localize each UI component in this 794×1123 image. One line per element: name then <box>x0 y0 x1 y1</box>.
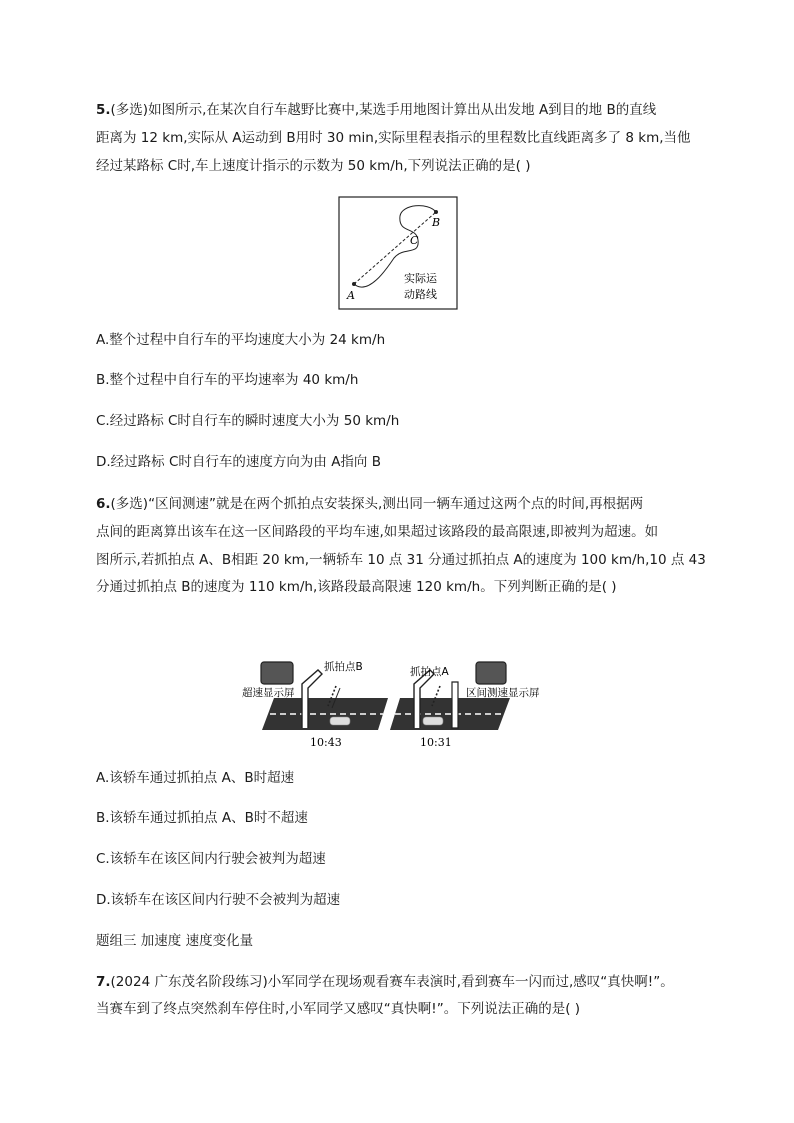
q5-line-3: 经过某路标 C时,车上速度计指示的示数为 50 km/h,下列说法正确的是( ) <box>96 158 531 174</box>
q5-line-2: 距离为 12 km,实际从 A运动到 B用时 30 min,实际里程表指示的里程数比直线距离多了 8 km,当他 <box>96 130 691 146</box>
left-screen-label: 超速显示屏 <box>242 687 295 699</box>
q5-option-c: C.经过路标 C时自行车的瞬时速度大小为 50 km/h <box>96 413 400 429</box>
q6-line-2: 点间的距离算出该车在这一区间路段的平均车速,如果超过该路段的最高限速,即被判为超速。如 <box>96 524 659 540</box>
path-label-1: 实际运 <box>404 272 437 285</box>
q6-option-d: D.该轿车在该区间内行驶不会被判为超速 <box>96 892 341 908</box>
car-right <box>423 717 443 725</box>
label-b: B <box>432 216 441 229</box>
q6-line-4: 分通过抓拍点 B的速度为 110 km/h,该路段最高限速 120 km/h。下列判断正确的是( ) <box>96 579 617 595</box>
q5-text-1: (多选)如图所示,在某次自行车越野比赛中,某选手用地图计算出从出发地 A到目的地 B的直线 <box>110 102 657 118</box>
q6-line-3: 图所示,若抓拍点 A、B相距 20 km,一辆轿车 10 点 31 分通过抓拍点 A的速度为 100 km/h,10 点 43 <box>96 552 706 568</box>
car-left <box>330 717 350 725</box>
right-screen-label: 区间测速显示屏 <box>466 687 540 699</box>
speed-screen-left-icon <box>261 662 293 684</box>
q5-option-b: B.整个过程中自行车的平均速率为 40 km/h <box>96 372 359 388</box>
label-a: A <box>347 289 355 302</box>
point-b-dot <box>434 210 438 214</box>
point-b-label: 抓拍点B <box>324 661 363 673</box>
q6-line-1 <box>96 494 643 514</box>
q6-option-c: C.该轿车在该区间内行驶会被判为超速 <box>96 851 326 867</box>
q6-option-a: A.该轿车通过抓拍点 A、B时超速 <box>96 770 295 786</box>
point-a-label: 抓拍点A <box>410 666 449 678</box>
q5-option-d: D.经过路标 C时自行车的速度方向为由 A指向 B <box>96 454 381 470</box>
q6-figure <box>240 656 560 750</box>
q5-number: 5. <box>96 102 111 118</box>
time-left: 10:43 <box>310 736 342 749</box>
q7-line-1 <box>96 972 674 992</box>
q7-text-1: (2024 广东茂名阶段练习)小军同学在现场观看赛车表演时,看到赛车一闪而过,感叹“真快啊!”。 <box>110 974 674 990</box>
section-title: 题组三 加速度 速度变化量 <box>96 933 254 949</box>
time-right: 10:31 <box>420 736 452 749</box>
q7-line-2: 当赛车到了终点突然刹车停住时,小军同学又感叹“真快啊!”。下列说法正确的是( ) <box>96 1001 581 1017</box>
path-label-2: 动路线 <box>404 288 437 301</box>
speed-screen-right-icon <box>476 662 506 684</box>
point-a-dot <box>352 282 356 286</box>
q7-number: 7. <box>96 974 111 990</box>
q6-number: 6. <box>96 496 111 512</box>
label-c: C <box>410 234 419 247</box>
q5-line-1 <box>96 100 656 120</box>
q6-text-1: (多选)“区间测速”就是在两个抓拍点安装探头,测出同一辆车通过这两个点的时间,再根据两 <box>110 496 644 512</box>
q5-figure <box>338 196 458 310</box>
q5-option-a: A.整个过程中自行车的平均速度大小为 24 km/h <box>96 332 386 348</box>
q6-option-b: B.该轿车通过抓拍点 A、B时不超速 <box>96 810 308 826</box>
